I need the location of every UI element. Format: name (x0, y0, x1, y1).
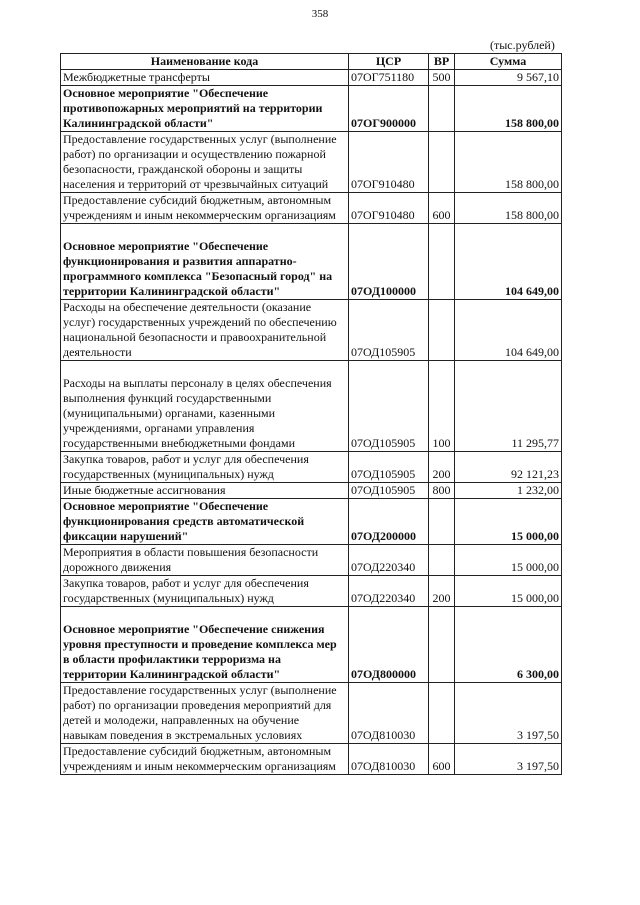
row-csr: 07ОГ900000 (349, 86, 429, 132)
budget-table (60, 53, 562, 775)
table-header-row (61, 54, 562, 70)
row-name: Мероприятия в области повышения безопасности дорожного движения (61, 545, 349, 576)
row-vr (429, 132, 455, 193)
row-sum: 104 649,00 (455, 224, 562, 300)
row-csr: 07ОД800000 (349, 607, 429, 683)
table-row (61, 576, 562, 607)
table-row (61, 744, 562, 775)
row-name: Основное мероприятие "Обеспечение функционирования средств автоматической фиксации нарушений" (61, 499, 349, 545)
units-label: (тыс.рублей) (490, 38, 555, 52)
row-name: Основное мероприятие "Обеспечение снижения уровня преступности и проведение комплекса мер в области профилактики терроризма на территории Калининградской области" (61, 607, 349, 683)
table-row (61, 224, 562, 300)
row-csr: 07ОД105905 (349, 452, 429, 483)
row-csr: 07ОД105905 (349, 361, 429, 452)
row-name: Закупка товаров, работ и услуг для обеспечения государственных (муниципальных) нужд (61, 452, 349, 483)
table-row (61, 300, 562, 361)
row-vr (429, 499, 455, 545)
row-vr (429, 545, 455, 576)
row-csr: 07ОГ910480 (349, 193, 429, 224)
table-row (61, 86, 562, 132)
row-csr: 07ОД220340 (349, 576, 429, 607)
row-csr: 07ОД100000 (349, 224, 429, 300)
row-name: Предоставление государственных услуг (выполнение работ) по организации проведения мероприятий для детей и молодежи, направленных на обучение навыкам поведения в экстремальных условиях (61, 683, 349, 744)
row-sum: 3 197,50 (455, 744, 562, 775)
row-sum: 11 295,77 (455, 361, 562, 452)
table-row (61, 452, 562, 483)
row-sum: 3 197,50 (455, 683, 562, 744)
row-vr: 100 (429, 361, 455, 452)
table-row (61, 545, 562, 576)
row-sum: 92 121,23 (455, 452, 562, 483)
row-csr: 07ОД105905 (349, 483, 429, 499)
row-vr (429, 300, 455, 361)
row-csr: 07ОД220340 (349, 545, 429, 576)
row-name: Расходы на обеспечение деятельности (оказание услуг) государственных учреждений по обеспечению национальной безопасности и правоохранительной деятельности (61, 300, 349, 361)
table-row (61, 70, 562, 86)
row-vr: 200 (429, 576, 455, 607)
row-csr: 07ОД810030 (349, 744, 429, 775)
row-name: Межбюджетные трансферты (61, 70, 349, 86)
row-sum: 1 232,00 (455, 483, 562, 499)
row-sum: 15 000,00 (455, 545, 562, 576)
table-row (61, 499, 562, 545)
header-name: Наименование кода (61, 54, 349, 70)
row-csr: 07ОД200000 (349, 499, 429, 545)
row-csr: 07ОГ910480 (349, 132, 429, 193)
header-sum: Сумма (455, 54, 562, 70)
row-sum: 104 649,00 (455, 300, 562, 361)
row-vr (429, 607, 455, 683)
row-vr: 600 (429, 744, 455, 775)
row-sum: 15 000,00 (455, 499, 562, 545)
row-csr: 07ОД105905 (349, 300, 429, 361)
table-row (61, 607, 562, 683)
row-csr: 07ОД810030 (349, 683, 429, 744)
header-vr: ВР (429, 54, 455, 70)
row-sum: 158 800,00 (455, 86, 562, 132)
row-vr (429, 224, 455, 300)
row-vr (429, 683, 455, 744)
row-vr: 600 (429, 193, 455, 224)
table-row (61, 483, 562, 499)
header-csr: ЦСР (349, 54, 429, 70)
row-name: Расходы на выплаты персоналу в целях обеспечения выполнения функций государственными (муниципальными) органами, казенными учреждениями, органами управления государственными внебюджетными фондами (61, 361, 349, 452)
row-vr: 200 (429, 452, 455, 483)
row-vr: 500 (429, 70, 455, 86)
row-name: Закупка товаров, работ и услуг для обеспечения государственных (муниципальных) нужд (61, 576, 349, 607)
table-row (61, 361, 562, 452)
page-number: 358 (311, 8, 329, 20)
row-name: Предоставление субсидий бюджетным, автономным учреждениям и иным некоммерческим организациям (61, 193, 349, 224)
row-vr (429, 86, 455, 132)
row-sum: 6 300,00 (455, 607, 562, 683)
row-sum: 15 000,00 (455, 576, 562, 607)
row-sum: 158 800,00 (455, 132, 562, 193)
row-name: Предоставление государственных услуг (выполнение работ) по организации и осуществлению пожарной безопасности, гражданской обороны и защиты населения и территорий от чрезвычайных ситуаций (61, 132, 349, 193)
row-name: Иные бюджетные ассигнования (61, 483, 349, 499)
row-sum: 158 800,00 (455, 193, 562, 224)
row-name: Предоставление субсидий бюджетным, автономным учреждениям и иным некоммерческим организациям (61, 744, 349, 775)
table-row (61, 193, 562, 224)
row-sum: 9 567,10 (455, 70, 562, 86)
row-name: Основное мероприятие "Обеспечение противопожарных мероприятий на территории Калининградской области" (61, 86, 349, 132)
row-vr: 800 (429, 483, 455, 499)
table-row (61, 683, 562, 744)
table-row (61, 132, 562, 193)
row-name: Основное мероприятие "Обеспечение функционирования и развития аппаратно-программного комплекса "Безопасный город" на территории Калининградской области" (61, 224, 349, 300)
row-csr: 07ОГ751180 (349, 70, 429, 86)
